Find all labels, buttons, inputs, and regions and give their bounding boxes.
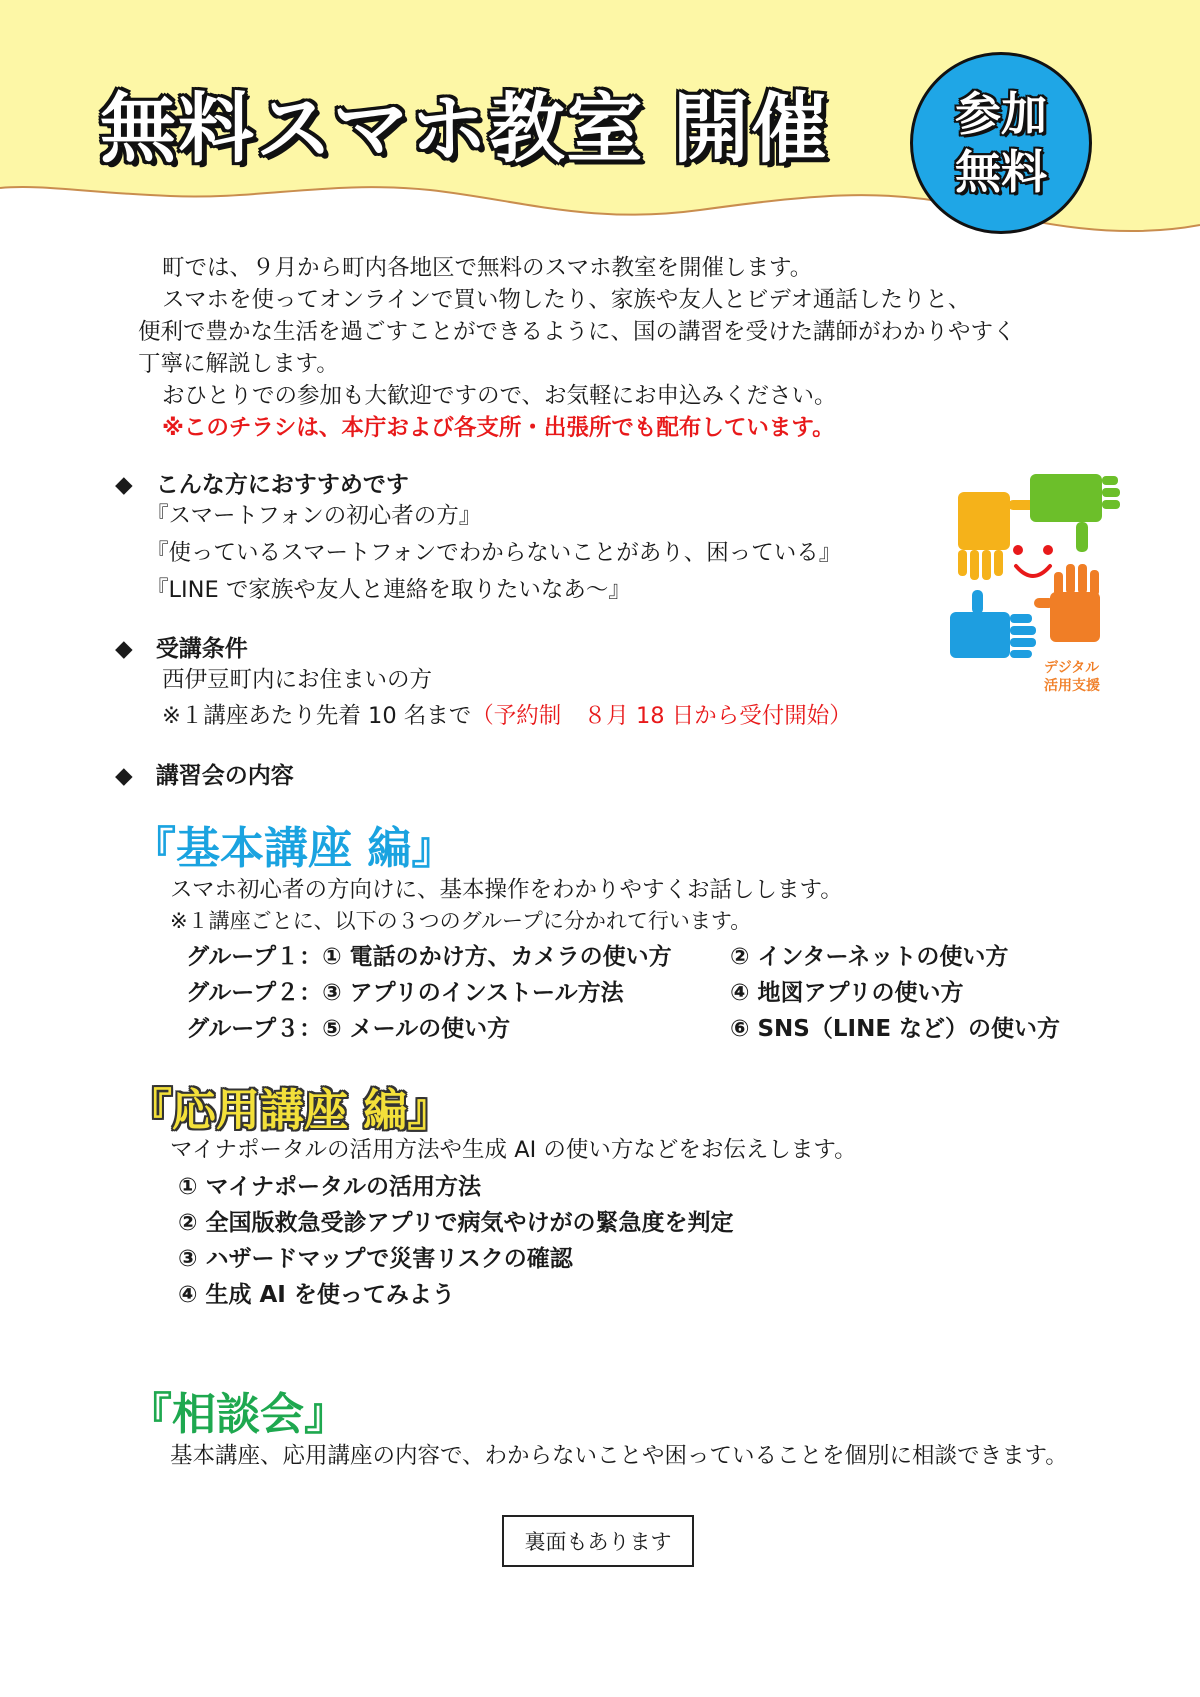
- group-item-right: ④ 地図アプリの使い方: [730, 980, 964, 1006]
- logo-label-line1: デジタル: [1044, 660, 1100, 676]
- advanced-course-desc: マイナポータルの活用方法や生成 AI の使い方などをお伝えします。: [170, 1137, 857, 1163]
- intro-line3: 便利で豊かな生活を過ごすことができるように、国の講習を受けた講師がわかりやすく: [138, 319, 1016, 345]
- advanced-item: ④ 生成 AI を使ってみよう: [178, 1282, 455, 1308]
- blue-hand-icon: [950, 590, 1036, 658]
- recommend-item: 『スマートフォンの初心者の方』: [146, 503, 482, 529]
- basic-course-title: 『基本講座 編』: [132, 823, 456, 874]
- advanced-item: ③ ハザードマップで災害リスクの確認: [178, 1246, 573, 1272]
- intro-line5: おひとりでの参加も大歓迎ですので、お気軽にお申込みください。: [162, 383, 837, 409]
- basic-course-desc: スマホ初心者の方向けに、基本操作をわかりやすくお話しします。: [170, 877, 843, 903]
- consultation-title: 『相談会』: [128, 1389, 348, 1440]
- badge-line2: 無料: [955, 145, 1047, 199]
- group-item-right: ⑥ SNS（LINE など）の使い方: [730, 1016, 1061, 1042]
- orange-hand-icon: [1034, 564, 1100, 642]
- recommend-heading: ◆ こんな方におすすめです: [115, 472, 409, 498]
- intro-line4: 丁寧に解説します。: [138, 351, 339, 377]
- advanced-course-title: 『応用講座 編』: [128, 1085, 452, 1136]
- intro-line2: スマホを使ってオンラインで買い物したり、家族や友人とビデオ通話したりと、: [162, 287, 971, 313]
- distribution-notice: ※このチラシは、本庁および各支所・出張所でも配布しています。: [162, 415, 835, 441]
- yellow-hand-icon: [958, 492, 1036, 580]
- group-item-left: グループ１：① 電話のかけ方、カメラの使い方: [186, 944, 672, 970]
- intro-line1: 町では、９月から町内各地区で無料のスマホ教室を開催します。: [162, 255, 813, 281]
- face-eye-icon: [1043, 545, 1053, 555]
- free-participation-badge: [910, 52, 1092, 234]
- green-hand-icon: [1030, 474, 1120, 552]
- face-eye-icon: [1013, 545, 1023, 555]
- group-item-right: ② インターネットの使い方: [730, 944, 1009, 970]
- contents-heading: ◆ 講習会の内容: [115, 763, 294, 789]
- capacity-text: ※１講座あたり先着 10 名まで: [162, 703, 472, 729]
- digital-support-logo: [950, 462, 1120, 702]
- consultation-desc: 基本講座、応用講座の内容で、わからないことや困っていることを個別に相談できます。: [170, 1443, 1068, 1469]
- basic-course-note: ※１講座ごとに、以下の３つのグループに分かれて行います。: [170, 909, 752, 933]
- face-smile-icon: [1016, 566, 1050, 576]
- logo-label-line2: 活用支援: [1044, 678, 1100, 694]
- badge-line1: 参加: [955, 87, 1047, 141]
- conditions-residence: 西伊豆町内にお住まいの方: [162, 667, 433, 693]
- advanced-item: ② 全国版救急受診アプリで病気やけがの緊急度を判定: [178, 1210, 734, 1236]
- advanced-item: ① マイナポータルの活用方法: [178, 1174, 482, 1200]
- back-side-note: 裏面もあります: [502, 1515, 694, 1567]
- reservation-note: （予約制 ８月 18 日から受付開始）: [471, 703, 852, 729]
- group-item-left: グループ３：⑤ メールの使い方: [186, 1016, 511, 1042]
- conditions-heading: ◆ 受講条件: [115, 636, 248, 662]
- page-title: 無料スマホ教室 開催: [100, 84, 829, 173]
- conditions-capacity: [162, 700, 852, 732]
- recommend-item: 『使っているスマートフォンでわからないことがあり、困っている』: [146, 540, 842, 566]
- recommend-item: 『LINE で家族や友人と連絡を取りたいなあ～』: [146, 577, 631, 603]
- group-item-left: グループ２：③ アプリのインストール方法: [186, 980, 624, 1006]
